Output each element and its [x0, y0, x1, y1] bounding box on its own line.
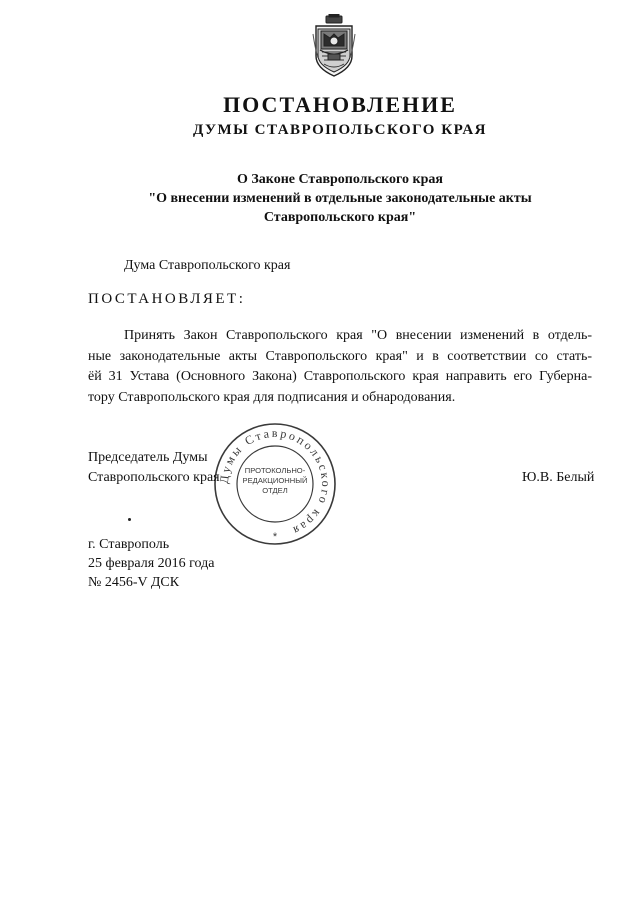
- stamp-center-line: РЕДАКЦИОННЫЙ: [242, 476, 308, 485]
- issuer-text: Дума Ставропольского края: [124, 258, 291, 273]
- signatory-position-line2: Ставропольского края: [88, 470, 220, 485]
- stamp-ring-text: Думы Ставропольского края: [216, 425, 334, 539]
- official-stamp: [213, 422, 337, 546]
- law-title-line: Ставропольского края": [263, 210, 417, 225]
- body-line: тору Ставропольского края для подписания и обнародования.: [88, 389, 456, 405]
- resolves-heading: ПОСТАНОВЛЯЕТ:: [88, 291, 246, 307]
- ink-dot: [128, 518, 131, 521]
- date-text: 25 февраля 2016 года: [88, 556, 215, 571]
- stamp-center-line: ОТДЕЛ: [262, 486, 288, 495]
- resolution-body: [88, 326, 592, 408]
- body-line: ные законодательные акты Ставропольского края" и в соответствии со стать-: [88, 348, 592, 364]
- document-number: № 2456-V ДСК: [88, 575, 180, 590]
- document-title: ПОСТАНОВЛЕНИЕ: [223, 92, 457, 117]
- place-text: г. Ставрополь: [88, 537, 170, 552]
- document-subtitle: ДУМЫ СТАВРОПОЛЬСКОГО КРАЯ: [192, 122, 487, 138]
- coat-of-arms-icon: [312, 14, 356, 78]
- stamp-center-line: ПРОТОКОЛЬНО-: [244, 466, 306, 475]
- body-line: ёй 31 Устава (Основного Закона) Ставропольского края направить его Губерна-: [88, 369, 592, 384]
- law-title: [0, 170, 640, 227]
- signatory-position-line1: Председатель Думы: [88, 450, 208, 465]
- stamp-star: *: [272, 531, 278, 543]
- law-title-line: "О внесении изменений в отдельные законодательные акты: [148, 191, 532, 206]
- law-title-line: О Законе Ставропольского края: [237, 172, 443, 187]
- signatory-name: Ю.В. Белый: [522, 470, 595, 485]
- body-line: Принять Закон Ставропольского края "О внесении изменений в отдель-: [124, 328, 592, 343]
